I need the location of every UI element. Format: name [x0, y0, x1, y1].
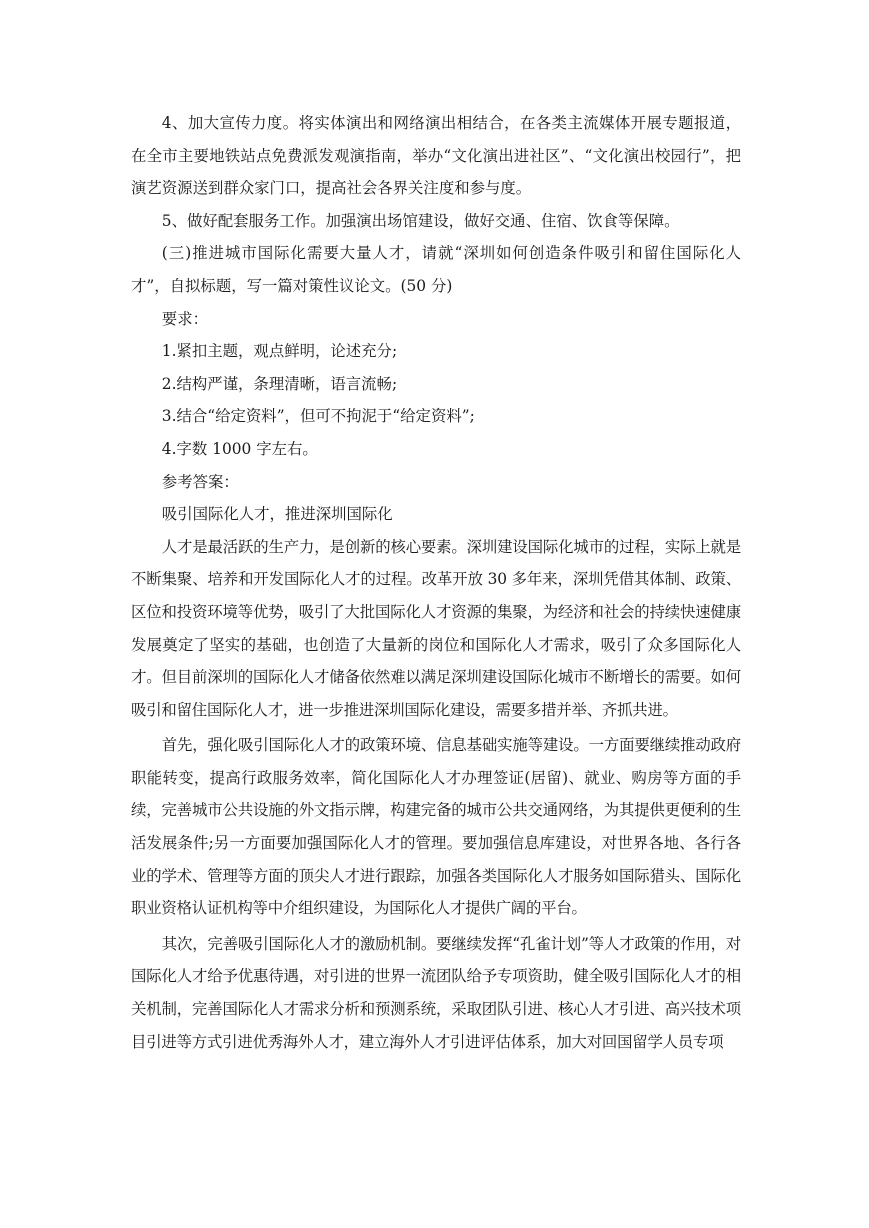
essay-paragraph-first: 首先，强化吸引国际化人才的政策环境、信息基础实施等建设。一方面要继续推动政府职能转变，提高行政服务效率，简化国际化人才办理签证(居留)、就业、购房等方面的手续，完善城市公共设施的外文指示牌，构建完备的城市公共交通网络，为其提供更便利的生活发展条件;另一方面要加强国际化人才的管理。要加强信息库建设，对世界各地、各行各业的学术、管理等方面的顶尖人才进行跟踪，加强各类国际化人才服务如国际猎头、国际化职业资格认证机构等中介组织建设，为国际化人才提供广阔的平台。	[131, 736, 741, 918]
essay-title: 吸引国际化人才，推进深圳国际化	[161, 505, 393, 524]
requirement-item-1: 1.紧扣主题，观点鲜明，论述充分;	[161, 342, 398, 361]
requirement-item-4: 4.字数 1000 字左右。	[161, 439, 318, 458]
reference-answer-heading: 参考答案：	[161, 472, 239, 491]
essay-paragraph-second: 其次，完善吸引国际化人才的激励机制。要继续发挥“孔雀计划”等人才政策的作用，对国际化人才给予优惠待遇，对引进的世界一流团队给予专项资助，健全吸引国际化人才的相关机制，完善国际化人才需求分析和预测系统，采取团队引进、核心人才引进、高兴技术项目引进等方式引进优秀海外人才，建立海外人才引进评估体系，加大对回国留学人员专项	[131, 934, 741, 1051]
requirement-item-2: 2.结构严谨，条理清晰，语言流畅;	[161, 374, 398, 393]
paragraph-requirements-heading: 要求：	[161, 309, 208, 328]
paragraph-question-three: (三)推进城市国际化需要大量人才，请就“深圳如何创造条件吸引和留住国际化人才”，自拟标题，写一篇对策性议论文。(50 分)	[131, 244, 741, 295]
paragraph-publicity: 4、加大宣传力度。将实体演出和网络演出相结合，在各类主流媒体开展专题报道，在全市主要地铁站点免费派发观演指南，举办“文化演出进社区”、“文化演出校园行”，把演艺资源送到群众家门口，提高社会各界关注度和参与度。	[131, 114, 741, 198]
requirement-item-3: 3.结合“给定资料”，但可不拘泥于“给定资料”;	[161, 407, 475, 426]
paragraph-services: 5、做好配套服务工作。加强演出场馆建设，做好交通、住宿、饮食等保障。	[161, 211, 680, 230]
document-page	[131, 107, 741, 1058]
essay-paragraph-intro: 人才是最活跃的生产力，是创新的核心要素。深圳建设国际化城市的过程，实际上就是不断集聚、培养和开发国际化人才的过程。改革开放 30 多年来，深圳凭借其体制、政策、区位和投资环境等优势，吸引了大批国际化人才资源的集聚，为经济和社会的持续快速健康发展奠定了坚实的基础，也创造了大量新的岗位和国际化人才需求，吸引了众多国际化人才。但目前深圳的国际化人才储备依然难以满足深圳建设国际化城市不断增长的需要。如何吸引和留住国际化人才，进一步推进深圳国际化建设，需要多措并举、齐抓共进。	[131, 537, 741, 719]
